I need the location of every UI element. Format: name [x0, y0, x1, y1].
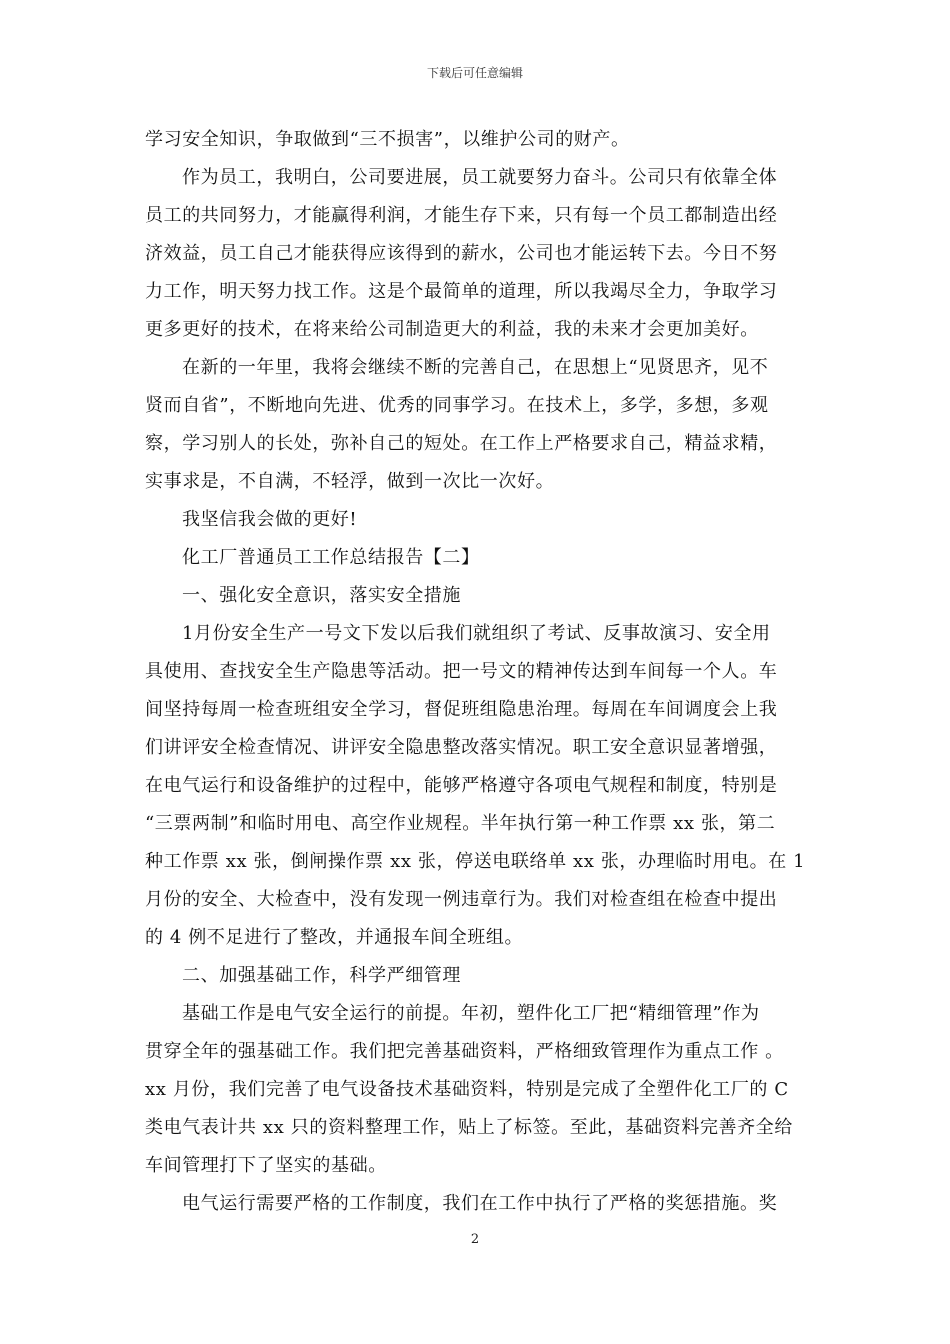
text-line: 月份的安全、大检查中，没有发现一例违章行为。我们对检查组在检查中提出: [145, 889, 778, 910]
text-line: 基础工作是电气安全运行的前提。年初，塑件化工厂把“精细管理”作为: [182, 1003, 760, 1024]
text-line: 在电气运行和设备维护的过程中，能够严格遵守各项电气规程和制度，特别是: [145, 775, 778, 796]
text-line: 学习安全知识，争取做到“三不损害”，以维护公司的财产。: [145, 129, 630, 150]
text-line: 力工作，明天努力找工作。这是个最简单的道理，所以我竭尽全力，争取学习: [145, 281, 778, 302]
text-line: 察，学习别人的长处，弥补自己的短处。在工作上严格要求自己，精益求精，: [145, 433, 778, 454]
text-line: 种工作票 xx 张，倒闸操作票 xx 张，停送电联络单 xx 张，办理临时用电。在 1: [145, 851, 806, 872]
text-line: 贤而自省”，不断地向先进、优秀的同事学习。在技术上，多学，多想，多观: [145, 395, 769, 416]
text-line: 电气运行需要严格的工作制度，我们在工作中执行了严格的奖惩措施。奖: [182, 1193, 778, 1214]
text-line: 间坚持每周一检查班组安全学习，督促班组隐患治理。每周在车间调度会上我: [145, 699, 778, 720]
page-number: 2: [470, 1232, 480, 1247]
text-line: 们讲评安全检查情况、讲评安全隐患整改落实情况。职工安全意识显著增强，: [145, 737, 778, 758]
text-line: 的 4 例不足进行了整改，并通报车间全班组。: [145, 927, 524, 948]
text-line: xx 月份，我们完善了电气设备技术基础资料，特别是完成了全塑件化工厂的 C: [145, 1079, 789, 1100]
page-header: 下载后可任意编辑: [426, 66, 523, 80]
text-line: 贯穿全年的强基础工作。我们把完善基础资料，严格细致管理作为重点工作 。: [145, 1041, 784, 1062]
text-line: 具使用、查找安全生产隐患等活动。把一号文的精神传达到车间每一个人。车: [145, 661, 778, 682]
text-line: 员工的共同努力，才能赢得利润，才能生存下来，只有每一个员工都制造出经: [145, 205, 778, 226]
text-line: 在新的一年里，我将会继续不断的完善自己，在思想上“见贤思齐，见不: [182, 357, 769, 378]
text-line: 1月份安全生产一号文下发以后我们就组织了考试、反事故演习、安全用: [182, 623, 771, 644]
text-line: 类电气表计共 xx 只的资料整理工作，贴上了标签。至此，基础资料完善齐全给: [145, 1117, 793, 1138]
text-line: 二、加强基础工作，科学严细管理: [182, 965, 461, 986]
text-line: 济效益，员工自己才能获得应该得到的薪水，公司也才能运转下去。今日不努: [145, 243, 778, 264]
text-line: 我坚信我会做的更好!: [182, 509, 358, 530]
text-line: “三票两制”和临时用电、高空作业规程。半年执行第一种工作票 xx 张，第二: [145, 813, 776, 834]
text-line: 化工厂普通员工工作总结报告【二】: [182, 547, 480, 568]
text-line: 作为员工，我明白，公司要进展，员工就要努力奋斗。公司只有依靠全体: [182, 167, 778, 188]
text-line: 车间管理打下了坚实的基础。: [145, 1155, 387, 1176]
document-body: [145, 121, 809, 1223]
text-line: 实事求是，不自满，不轻浮，做到一次比一次好。: [145, 471, 555, 492]
text-line: 更多更好的技术，在将来给公司制造更大的利益，我的未来才会更加美好。: [145, 319, 759, 340]
text-line: 一、强化安全意识，落实安全措施: [182, 585, 461, 606]
